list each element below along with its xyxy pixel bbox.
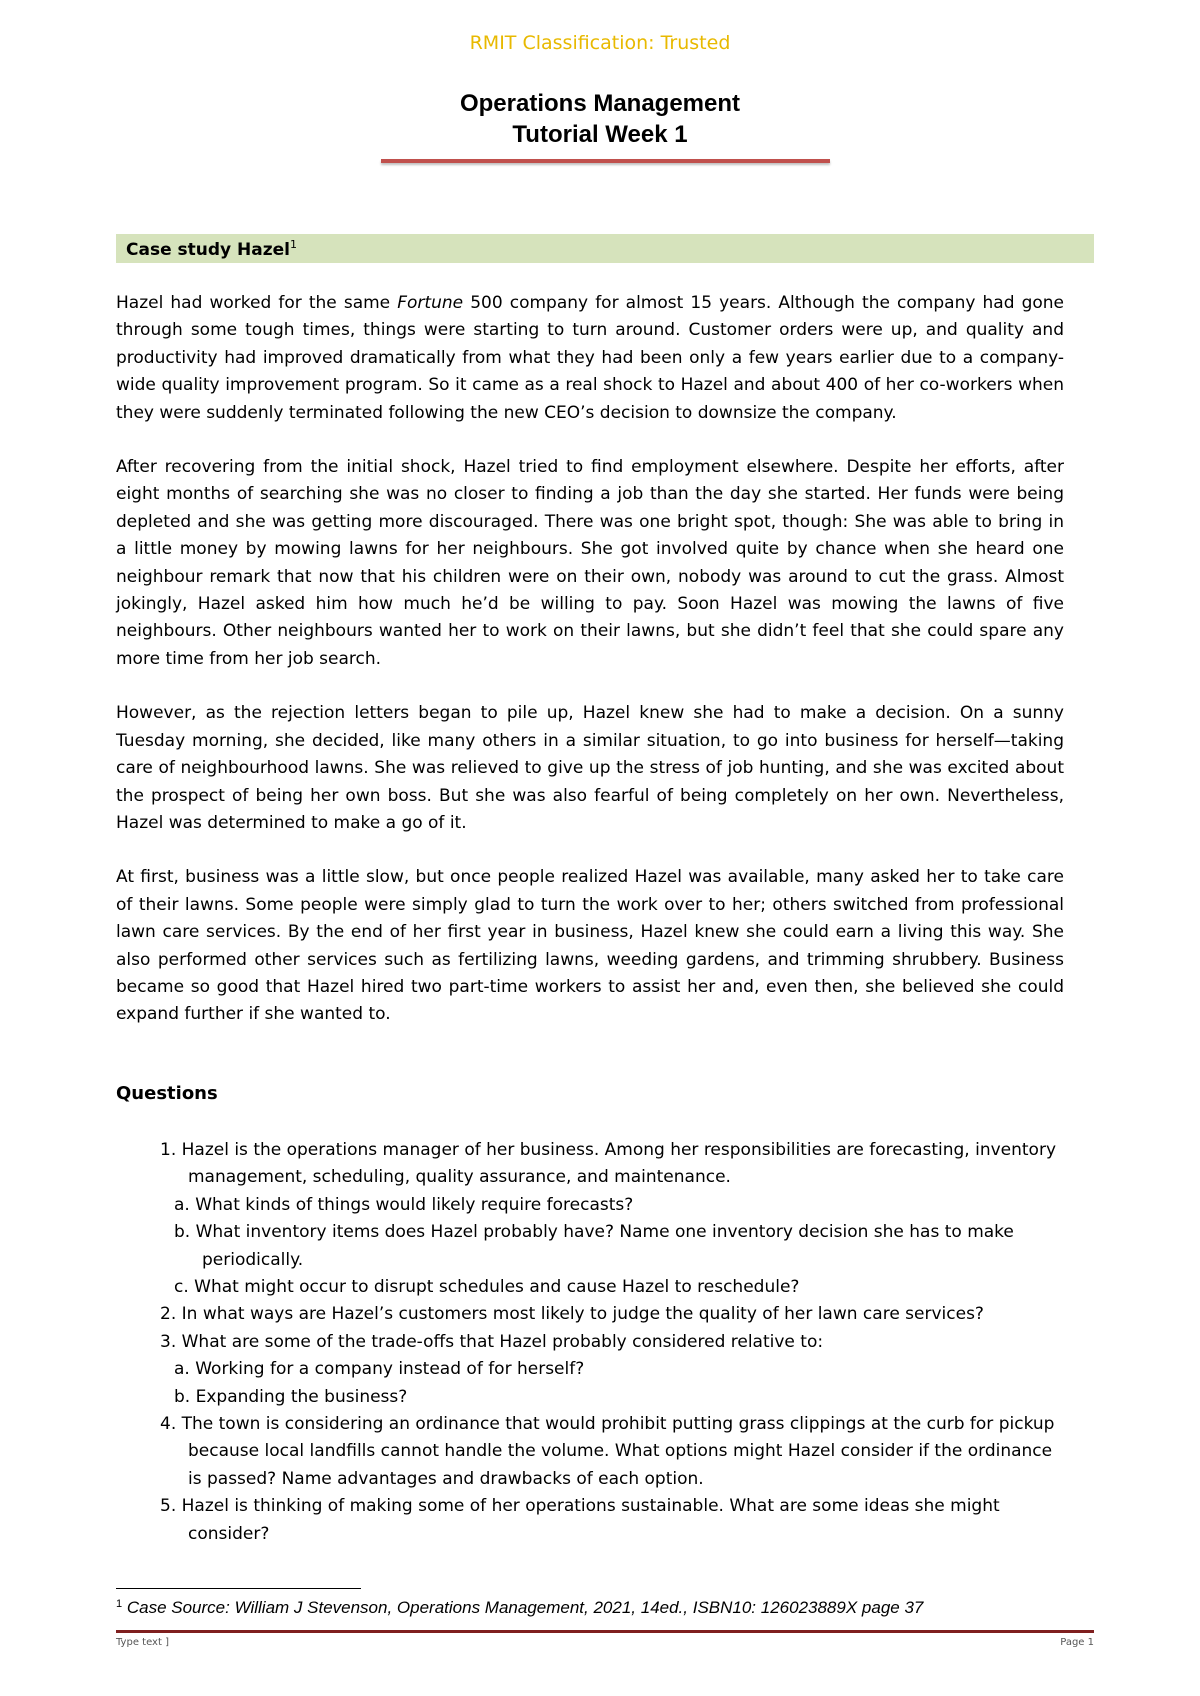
footnote-marker: 1 <box>116 1598 123 1610</box>
question-5: 5. Hazel is thinking of making some of her operations sustainable. What are some ideas she might consider? <box>160 1496 1000 1544</box>
case-study-heading <box>126 238 297 260</box>
paragraph-1 <box>116 290 1064 427</box>
footnote-separator <box>116 1588 361 1589</box>
question-2: 2. In what ways are Hazel’s customers most likely to judge the quality of her lawn care services? <box>160 1304 984 1325</box>
question-4: 4. The town is considering an ordinance that would prohibit putting grass clippings at the curb for pickup because local landfills cannot handle the volume. What options might Hazel consider if the ordinance is passed? Name advantages and drawbacks of each option. <box>160 1414 1055 1489</box>
questions-heading: Questions <box>116 1083 218 1104</box>
footnote <box>116 1598 923 1618</box>
paragraph-1-rest: 500 company for almost 15 years. Although the company had gone through some tough times, things were starting to turn around. Customer orders were up, and quality and productivity had improved dramatically from what they had been only a few years earlier due to a company-wide quality improvement program. So it came as a real shock to Hazel and about 400 of her co-workers when they were suddenly terminated following the new CEO’s decision to downsize the company. <box>116 293 1065 423</box>
classification-label: RMIT Classification: Trusted <box>469 32 731 54</box>
paragraph-2: After recovering from the initial shock, Hazel tried to find employment elsewhere. Despite her efforts, after eight months of searching she was no closer to finding a job than the day she started. Her funds were being depleted and she was getting more discouraged. There was one bright spot, though: She was able to bring in a little money by mowing lawns for her neighbours. She got involved quite by chance when she heard one neighbour remark that now that his children were on their own, nobody was around to cut the grass. Almost jokingly, Hazel asked him how much he’d be willing to pay. Soon Hazel was mowing the lawns of five neighbours. Other neighbours wanted her to work on their lawns, but she didn’t feel that she could spare any more time from her job search. <box>116 457 1064 669</box>
title-line-1: Operations Management <box>459 90 741 117</box>
case-study-body <box>116 290 1064 1056</box>
footnote-reference[interactable]: 1 <box>289 238 297 251</box>
case-study-heading-text: Case study Hazel <box>126 240 290 260</box>
paragraph-1-start: Hazel had worked for the same <box>116 293 398 313</box>
footer-left-text: Type text ] <box>116 1637 169 1648</box>
title-line-2: Tutorial Week 1 <box>512 121 688 148</box>
case-study-heading-bar <box>116 234 1094 263</box>
question-1c: c. What might occur to disrupt schedules and cause Hazel to reschedule? <box>174 1277 800 1298</box>
title-underline <box>381 159 830 163</box>
fortune-italic: Fortune <box>397 293 464 313</box>
question-3a: a. Working for a company instead of for herself? <box>174 1359 585 1380</box>
question-1b: b. What inventory items does Hazel probably have? Name one inventory decision she has to make periodically. <box>174 1222 1014 1270</box>
footnote-text: Case Source: William J Stevenson, Operations Management, 2021, 14ed., ISBN10: 126023889X page 37 <box>122 1598 924 1617</box>
paragraph-4: At first, business was a little slow, but once people realized Hazel was available, many asked her to take care of their lawns. Some people were simply glad to turn the work over to her; others switched from professional lawn care services. By the end of her first year in business, Hazel knew she could earn a living this way. She also performed other services such as fertilizing lawns, weeding gardens, and trimming shrubbery. Business became so good that Hazel hired two part-time workers to assist her and, even then, she believed she could expand further if she wanted to. <box>116 867 1064 1025</box>
question-3b: b. Expanding the business? <box>174 1386 408 1407</box>
question-3: 3. What are some of the trade-offs that Hazel probably considered relative to: <box>160 1331 824 1352</box>
footer-divider <box>116 1630 1094 1633</box>
document-title <box>0 88 1200 150</box>
paragraph-3: However, as the rejection letters began to pile up, Hazel knew she had to make a decision. On a sunny Tuesday morning, she decided, like many others in a similar situation, to go into business for herself—taking care of neighbourhood lawns. She was relieved to give up the stress of job hunting, and she was excited about the prospect of being her own boss. But she was also fearful of being completely on her own. Nevertheless, Hazel was determined to make a go of it. <box>116 703 1064 833</box>
page-number: Page 1 <box>1060 1637 1094 1648</box>
question-1: 1. Hazel is the operations manager of her business. Among her responsibilities are forecasting, inventory management, scheduling, quality assurance, and maintenance. <box>160 1140 1057 1188</box>
question-1a: a. What kinds of things would likely require forecasts? <box>174 1194 634 1215</box>
questions-list <box>160 1137 1060 1548</box>
